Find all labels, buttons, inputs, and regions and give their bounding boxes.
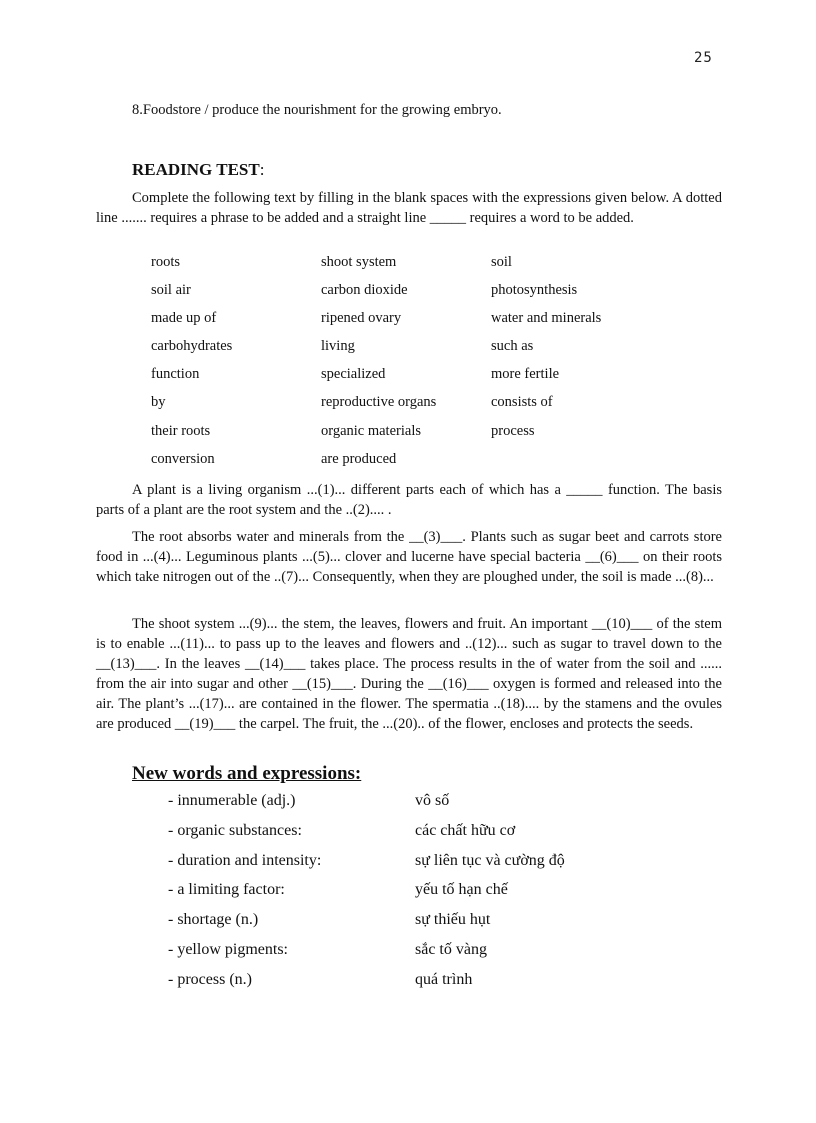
word-bank-item: by <box>151 394 166 411</box>
vocab-meaning: các chất hữu cơ <box>415 821 516 839</box>
vocab-meaning: sự thiếu hụt <box>415 911 491 929</box>
word-bank-item: photosynthesis <box>491 282 578 299</box>
word-bank-item: soil <box>491 254 512 270</box>
word-bank-item: carbohydrates <box>151 338 233 355</box>
reading-test-instructions: Complete the following text by filling in the blank spaces with the expressions given below. A dotted line ....... requires a phrase to be added and a straight line _____ requires a word to be added. <box>96 190 722 226</box>
word-bank-item: such as <box>491 338 534 355</box>
reading-test-title: READING TEST <box>132 160 260 179</box>
word-bank-item: consists of <box>491 394 553 411</box>
word-bank-item: roots <box>151 254 180 270</box>
reading-test-heading <box>132 160 264 180</box>
word-bank-item: are produced <box>321 450 397 467</box>
vocab-meaning: quá trình <box>415 970 473 988</box>
word-bank-item: their roots <box>151 422 211 439</box>
word-bank-item: made up of <box>151 310 217 327</box>
word-bank-item: reproductive organs <box>321 394 437 411</box>
word-bank-item: function <box>151 366 200 383</box>
word-bank-item: carbon dioxide <box>321 282 408 299</box>
word-bank-item: ripened ovary <box>321 310 402 327</box>
vocabulary-list <box>168 792 675 1001</box>
page-number: 25 <box>694 50 713 66</box>
word-bank-item: water and minerals <box>491 310 602 327</box>
new-words-heading: New words and expressions: <box>132 763 362 784</box>
word-bank-item: conversion <box>151 450 215 467</box>
vocab-meaning: sắc tố vàng <box>415 940 487 958</box>
vocab-term: - a limiting factor: <box>168 881 285 899</box>
vocab-term: - innumerable (adj.) <box>168 792 296 809</box>
paragraph-plant-intro: A plant is a living organism ...(1)... different parts each of which has a _____ function. The basis parts of a plant are the root system and the ..(2).... . <box>96 482 722 518</box>
word-bank-item: specialized <box>321 366 386 383</box>
vocab-term: - duration and intensity: <box>168 851 322 869</box>
vocab-term: - shortage (n.) <box>168 911 259 929</box>
word-bank <box>151 254 661 479</box>
word-bank-item: soil air <box>151 282 191 299</box>
vocab-term: - organic substances: <box>168 821 302 839</box>
word-bank-item: organic materials <box>321 422 421 439</box>
vocab-meaning: sự liên tục và cường độ <box>415 851 565 869</box>
paragraph-shoot-system: The shoot system ...(9)... the stem, the leaves, flowers and fruit. An important __(10)___ of the stem is to enable ...(11)... to pass up to the leaves and flowers and ..(12)... such as sugar to travel down to the __(13)___. In the leaves __(14)___ takes place. The process results in the of water from the soil and ...... from the air into sugar and other __(15)___. During the __(16)___ oxygen is formed and released into the air. The plant’s ...(17)... are contained in the flower. The spermatia ..(18).... by the stamens and the ovules are produced __(19)___ the carpel. The fruit, the ...(20).. of the flower, encloses and protects the seeds. <box>96 616 722 732</box>
vocab-term: - yellow pigments: <box>168 940 288 958</box>
word-bank-item: more fertile <box>491 366 560 383</box>
vocab-term: - process (n.) <box>168 970 252 988</box>
paragraph-root-system: The root absorbs water and minerals from the __(3)___. Plants such as sugar beet and carrots store food in ...(4)... Leguminous plants ...(5)... clover and lucerne have special bacteria __(6)___ on their roots which take nitrogen out of the ..(7)... Consequently, when they are ploughed under, the soil is made ...(8)... <box>96 529 722 585</box>
vocab-meaning: vô số <box>415 792 450 809</box>
item-8-text: 8.Foodstore / produce the nourishment for the growing embryo. <box>132 102 502 118</box>
word-bank-item <box>491 451 661 479</box>
vocab-meaning: yếu tố hạn chế <box>415 881 508 899</box>
word-bank-item: shoot system <box>321 254 397 270</box>
word-bank-item: process <box>491 422 535 439</box>
word-bank-item: living <box>321 338 355 355</box>
reading-test-colon: : <box>259 160 265 179</box>
